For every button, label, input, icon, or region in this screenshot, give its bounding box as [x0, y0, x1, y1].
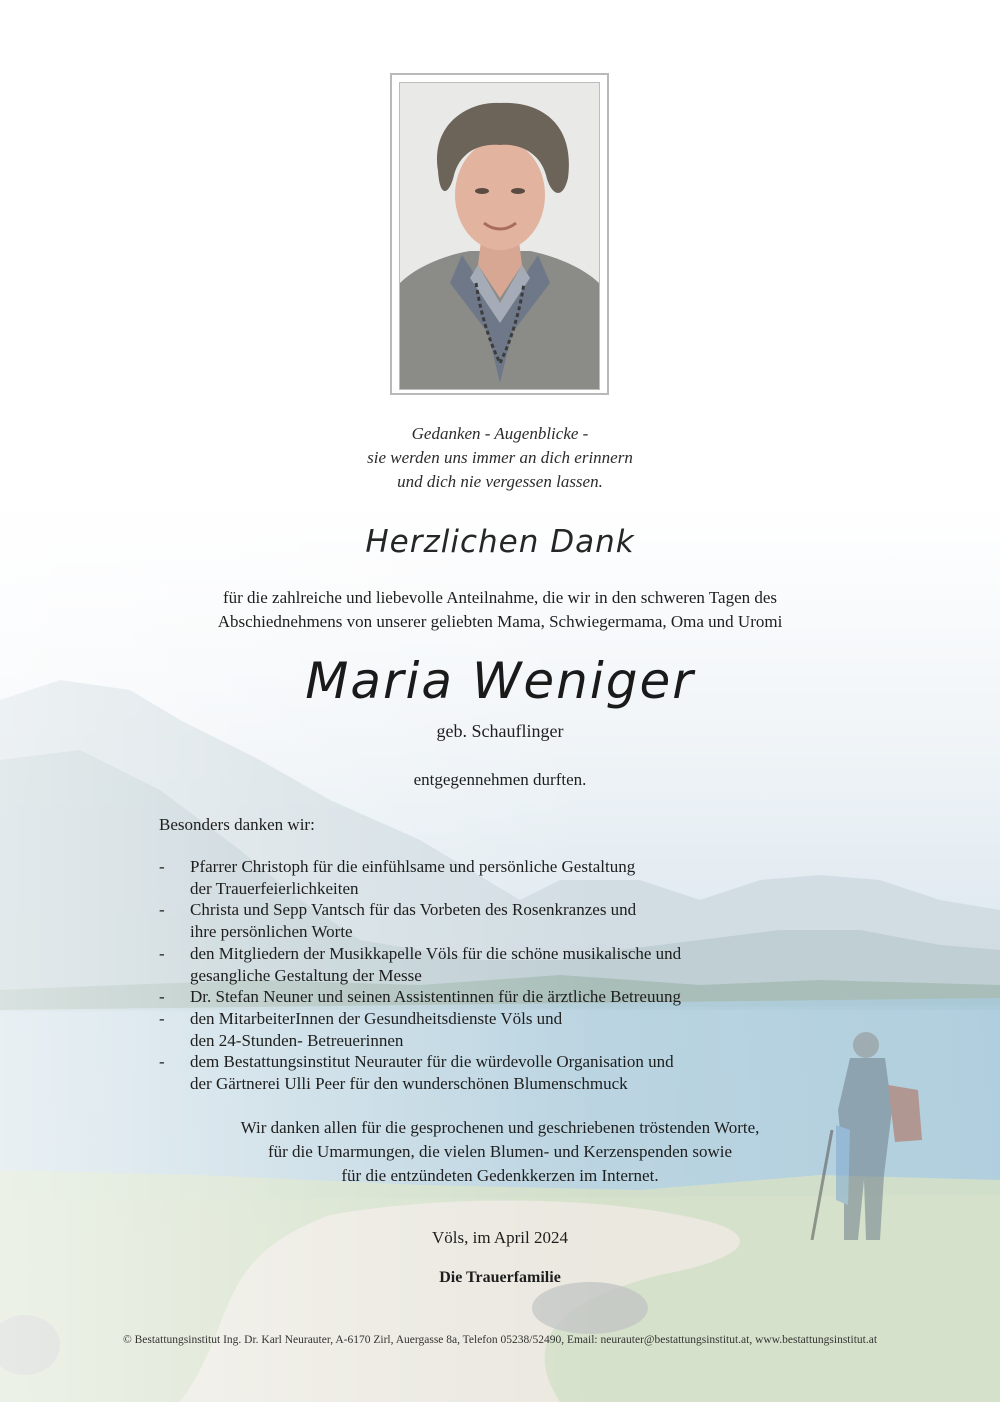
verse-line: und dich nie vergessen lassen.	[397, 472, 603, 491]
list-line: den 24-Stunden- Betreuerinnen	[190, 1030, 404, 1050]
maiden-name: geb. Schauflinger	[436, 721, 564, 741]
memorial-verse	[0, 422, 1000, 494]
intro-line: für die zahlreiche und liebevolle Anteilnahme, die wir in den schweren Tagen des	[222, 588, 778, 607]
list-line: den Mitgliedern der Musikkapelle Völs für die schöne musikalische und	[190, 943, 682, 963]
thanks-heading: Herzlichen Dank	[365, 524, 635, 560]
list-dash: -	[159, 900, 165, 920]
list-line: dem Bestattungsinstitut Neurauter für die würdevolle Organisation und	[190, 1052, 674, 1072]
list-line: Dr. Stefan Neuner und seinen Assistentinnen für die ärztliche Betreuung	[190, 987, 681, 1007]
list-dash: -	[159, 1008, 165, 1028]
list-dash: -	[159, 943, 165, 963]
deceased-name: Maria Weniger	[305, 652, 695, 710]
list-line: gesangliche Gestaltung der Messe	[190, 965, 422, 985]
list-dash: -	[159, 857, 165, 876]
closing-line: Wir danken allen für die gesprochenen und geschriebenen tröstenden Worte,	[240, 1118, 760, 1137]
list-line: Christa und Sepp Vantsch für das Vorbeten des Rosenkranzes und	[190, 900, 637, 920]
list-dash: -	[159, 987, 165, 1007]
list-line: der Trauerfeierlichkeiten	[190, 878, 359, 898]
intro-text	[0, 586, 1000, 634]
list-line: ihre persönlichen Worte	[190, 922, 353, 942]
list-item	[159, 1051, 681, 1094]
special-thanks-label: Besonders danken wir:	[159, 815, 315, 834]
list-dash: -	[159, 1052, 165, 1072]
thanks-list	[159, 856, 681, 1095]
verse-line: sie werden uns immer an dich erinnern	[367, 448, 633, 467]
list-item	[159, 1008, 681, 1051]
list-item	[159, 943, 681, 986]
list-item	[159, 899, 681, 942]
verse-line: Gedanken - Augenblicke -	[411, 424, 589, 443]
received-text: entgegennehmen durften.	[413, 770, 587, 789]
closing-text	[0, 1116, 1000, 1188]
list-line: der Gärtnerei Ulli Peer für den wunderschönen Blumenschmuck	[190, 1074, 628, 1094]
footer-imprint: © Bestattungsinstitut Ing. Dr. Karl Neurauter, A-6170 Zirl, Auergasse 8a, Telefon 05238/52490, Email: neurauter@bestattungsinstitut.at, www.bestattungsinstitut.at	[122, 1334, 878, 1346]
intro-line: Abschiednehmens von unserer geliebten Mama, Schwiegermama, Oma und Uromi	[217, 612, 783, 631]
closing-line: für die Umarmungen, die vielen Blumen- und Kerzenspenden sowie	[267, 1142, 733, 1161]
portrait-photo	[399, 82, 600, 390]
portrait-frame	[390, 73, 609, 395]
closing-line: für die entzündeten Gedenkkerzen im Internet.	[341, 1166, 659, 1185]
list-line: den MitarbeiterInnen der Gesundheitsdienste Völs und	[190, 1008, 563, 1028]
place-date: Völs, im April 2024	[431, 1228, 568, 1247]
list-item	[159, 856, 681, 899]
list-line: Pfarrer Christoph für die einfühlsame und persönliche Gestaltung	[190, 857, 636, 876]
signature: Die Trauerfamilie	[439, 1269, 561, 1286]
list-item	[159, 986, 681, 1008]
